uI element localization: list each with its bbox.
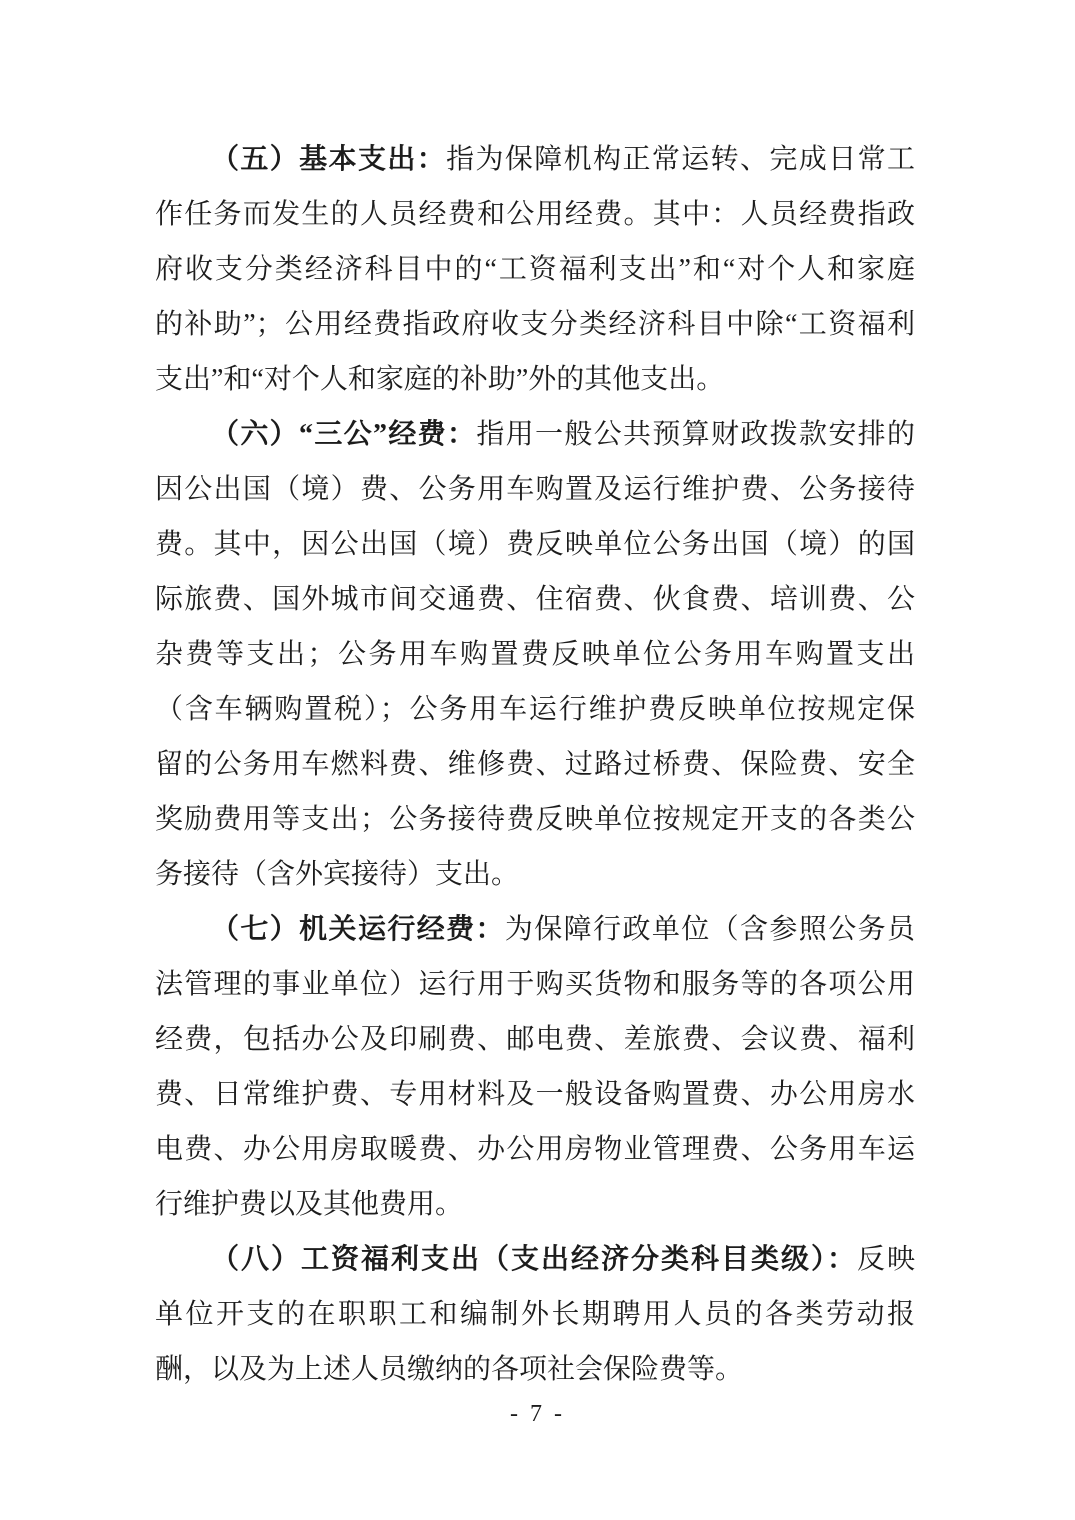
line-text: 指用一般公共预算财政拨款安排的 [476, 419, 915, 450]
line-text: 支出”和“对个人和家庭的补助”外的其他支出。 [155, 364, 725, 395]
page-number: - 7 - [510, 1401, 565, 1427]
line-text: 指为保障机构正常运转、完成日常工 [446, 144, 915, 175]
text-line [155, 1067, 915, 1122]
text-line [155, 957, 915, 1012]
line-text: 单位开支的在职职工和编制外长期聘用人员的各类劳动报 [155, 1299, 915, 1330]
text-line [155, 682, 915, 737]
paragraph-agency-operating-funds [155, 902, 915, 1232]
line-text: 务接待（含外宾接待）支出。 [155, 859, 520, 890]
text-line [155, 572, 915, 627]
text-line [155, 1232, 915, 1287]
text-line [155, 407, 915, 462]
line-text: 费、日常维护费、专用材料及一般设备购置费、办公用房水 [155, 1079, 915, 1110]
line-text: 法管理的事业单位）运行用于购买货物和服务等的各项公用 [155, 969, 915, 1000]
text-line [155, 1177, 915, 1232]
line-text: 奖励费用等支出；公务接待费反映单位按规定开支的各类公 [155, 804, 915, 835]
line-text: 作任务而发生的人员经费和公用经费。其中：人员经费指政 [155, 199, 915, 230]
text-line [155, 462, 915, 517]
paragraph-heading: （五）基本支出： [211, 144, 447, 175]
text-line [155, 187, 915, 242]
text-line [155, 847, 915, 902]
text-line [155, 1287, 915, 1342]
paragraph-three-public-expenses [155, 407, 915, 902]
text-line [155, 517, 915, 572]
text-line [155, 792, 915, 847]
text-line [155, 737, 915, 792]
paragraph-basic-expenditure [155, 132, 915, 407]
line-text: 杂费等支出；公务用车购置费反映单位公务用车购置支出 [155, 639, 915, 670]
text-line [155, 1342, 915, 1397]
line-text: 费。其中，因公出国（境）费反映单位公务出国（境）的国 [155, 529, 915, 560]
line-text: 际旅费、国外城市间交通费、住宿费、伙食费、培训费、公 [155, 584, 915, 615]
text-line [155, 352, 915, 407]
line-text: 电费、办公用房取暖费、办公用房物业管理费、公务用车运 [155, 1134, 915, 1165]
line-text: 经费，包括办公及印刷费、邮电费、差旅费、会议费、福利 [155, 1024, 915, 1055]
paragraph-heading: （六）“三公”经费： [211, 419, 477, 450]
line-text: 为保障行政单位（含参照公务员 [504, 914, 915, 945]
line-text: 留的公务用车燃料费、维修费、过路过桥费、保险费、安全 [155, 749, 915, 780]
text-line [155, 1012, 915, 1067]
text-line [155, 902, 915, 957]
line-text: 酬，以及为上述人员缴纳的各项社会保险费等。 [155, 1354, 744, 1385]
line-text: 因公出国（境）费、公务用车购置及运行维护费、公务接待 [155, 474, 915, 505]
text-line [155, 242, 915, 297]
paragraph-heading: （七）机关运行经费： [211, 914, 505, 945]
text-line [155, 1122, 915, 1177]
text-line [155, 297, 915, 352]
document-body [155, 132, 915, 1397]
paragraph-wage-welfare-expenditure [155, 1232, 915, 1397]
line-text: 的补助”；公用经费指政府收支分类经济科目中除“工资福利 [155, 309, 915, 340]
line-text: 反映 [856, 1244, 915, 1275]
paragraph-heading: （八）工资福利支出（支出经济分类科目类级）： [211, 1244, 857, 1275]
text-line [155, 132, 915, 187]
line-text: 府收支分类经济科目中的“工资福利支出”和“对个人和家庭 [155, 254, 915, 285]
line-text: （含车辆购置税）；公务用车运行维护费反映单位按规定保 [155, 694, 915, 725]
line-text: 行维护费以及其他费用。 [155, 1189, 464, 1220]
text-line [155, 627, 915, 682]
